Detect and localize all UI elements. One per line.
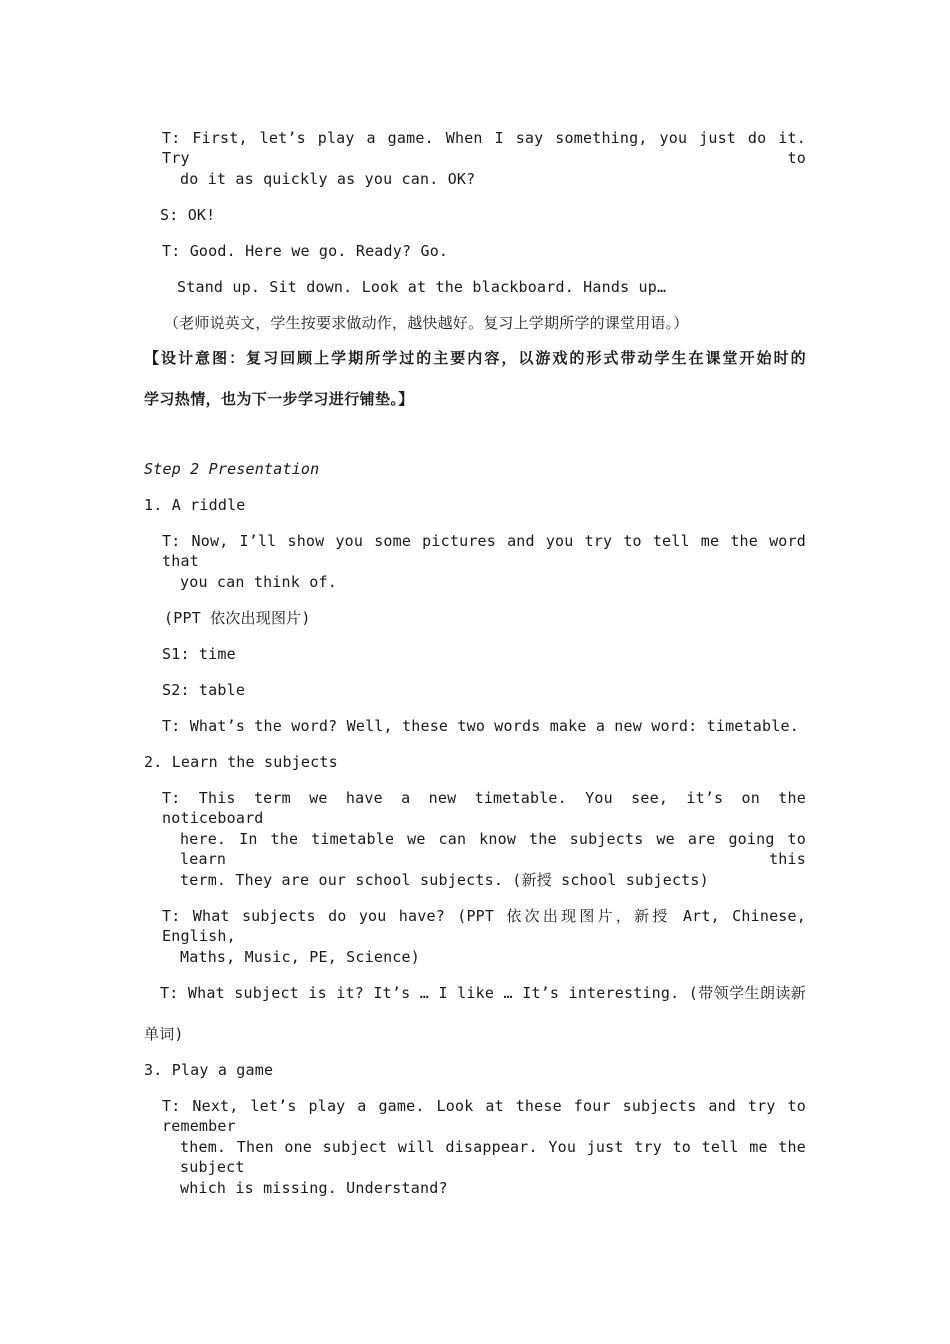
section-heading: Step 2 Presentation [144, 460, 320, 478]
design-intent-line2: 学习热情，也为下一步学习进行铺垫。】 [144, 390, 414, 408]
teacher-note: （老师说英文，学生按要求做动作，越快越好。复习上学期所学的课堂用语。） [164, 314, 689, 332]
teacher-line-read: T: What subject is it? It’s … I like … It’s interesting. (带领学生朗读新 [160, 984, 806, 1002]
command-list: Stand up. Sit down. Look at the blackboard. Hands up… [177, 278, 667, 296]
teacher-line-timetable: T: This term we have a new timetable. You see, it’s on the noticeboard [162, 789, 806, 827]
ppt-note: (PPT 依次出现图片) [164, 609, 311, 627]
teacher-line-game-cont2: which is missing. Understand? [180, 1179, 448, 1197]
student-reply: S: OK! [160, 206, 216, 224]
item-title-game: 3. Play a game [144, 1061, 274, 1079]
teacher-line-timetable-cont1: here. In the timetable we can know the subjects we are going to learn this [180, 830, 806, 868]
teacher-line-riddle-cont: you can think of. [180, 573, 337, 591]
teacher-line-timetable-cont2: term. They are our school subjects. (新授 school subjects) [180, 871, 709, 889]
teacher-line-go: T: Good. Here we go. Ready? Go. [162, 242, 449, 260]
student-answer-2: S2: table [162, 681, 246, 699]
teacher-line-game: T: Next, let’s play a game. Look at these four subjects and try to remember [162, 1097, 806, 1135]
teacher-line-intro-cont: do it as quickly as you can. OK? [180, 170, 476, 188]
item-title-riddle: 1. A riddle [144, 496, 246, 514]
item-title-subjects: 2. Learn the subjects [144, 753, 338, 771]
student-answer-1: S1: time [162, 645, 236, 663]
teacher-line-subjects: T: What subjects do you have? (PPT 依次出现图片，新授 Art, Chinese, English, [162, 907, 806, 945]
teacher-line-game-cont1: them. Then one subject will disappear. You just try to tell me the subject [180, 1138, 806, 1176]
teacher-line-intro: T: First, let’s play a game. When I say something, you just do it. Try to [162, 129, 806, 167]
design-intent-line1: 【设计意图：复习回顾上学期所学过的主要内容，以游戏的形式带动学生在课堂开始时的 [144, 349, 806, 367]
teacher-line-word: T: What’s the word? Well, these two words make a new word: timetable. [162, 717, 799, 735]
teacher-line-riddle: T: Now, I’ll show you some pictures and you try to tell me the word that [162, 532, 806, 570]
teacher-line-read-cont: 单词) [144, 1025, 184, 1043]
teacher-line-subjects-cont: Maths, Music, PE, Science) [180, 948, 420, 966]
